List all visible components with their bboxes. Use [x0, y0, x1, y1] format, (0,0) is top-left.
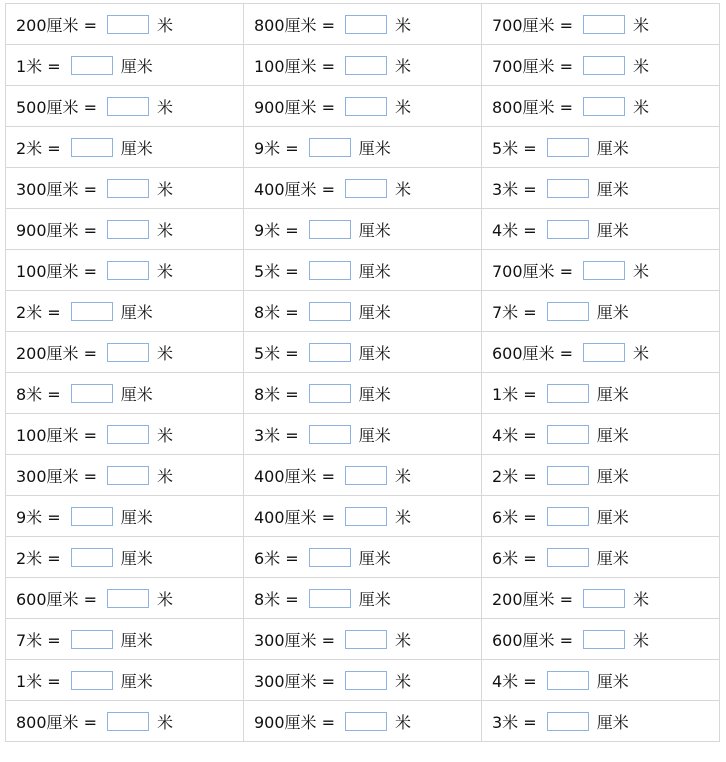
- exercise-item: [254, 496, 481, 536]
- problem-text: 400厘米 =: [254, 507, 336, 527]
- exercise-cell: [482, 250, 720, 291]
- answer-input[interactable]: [583, 261, 625, 280]
- answer-input[interactable]: [583, 15, 625, 34]
- exercise-cell: [244, 250, 482, 291]
- exercise-item: [16, 537, 243, 577]
- exercise-row: [6, 660, 720, 701]
- unit-label: 厘米: [120, 671, 153, 691]
- problem-text: 300厘米 =: [16, 466, 98, 486]
- problem-text: 500厘米 =: [16, 97, 98, 117]
- problem-text: 6米 =: [254, 548, 299, 568]
- answer-input[interactable]: [547, 302, 589, 321]
- problem-text: 8米 =: [254, 384, 299, 404]
- problem-text: 900厘米 =: [16, 220, 98, 240]
- unit-label: 厘米: [358, 589, 391, 609]
- problem-text: 400厘米 =: [254, 466, 336, 486]
- answer-input[interactable]: [107, 261, 149, 280]
- exercise-cell: [244, 619, 482, 660]
- answer-input[interactable]: [107, 466, 149, 485]
- unit-label: 厘米: [358, 425, 391, 445]
- exercise-item: [492, 373, 719, 413]
- exercise-cell: [6, 45, 244, 86]
- exercise-item: [16, 414, 243, 454]
- answer-input[interactable]: [107, 712, 149, 731]
- exercise-item: [492, 168, 719, 208]
- exercise-cell: [244, 537, 482, 578]
- exercise-row: [6, 127, 720, 168]
- unit-label: 米: [157, 261, 174, 281]
- answer-input[interactable]: [71, 671, 113, 690]
- answer-input[interactable]: [309, 425, 351, 444]
- exercise-cell: [6, 373, 244, 414]
- unit-label: 厘米: [596, 138, 629, 158]
- unit-label: 厘米: [596, 712, 629, 732]
- exercise-cell: [244, 168, 482, 209]
- answer-input[interactable]: [547, 220, 589, 239]
- exercise-cell: [244, 86, 482, 127]
- answer-input[interactable]: [309, 589, 351, 608]
- problem-text: 2米 =: [492, 466, 537, 486]
- exercise-cell: [244, 578, 482, 619]
- answer-input[interactable]: [583, 343, 625, 362]
- unit-label: 米: [157, 589, 174, 609]
- answer-input[interactable]: [547, 179, 589, 198]
- problem-text: 4米 =: [492, 425, 537, 445]
- unit-label: 厘米: [120, 548, 153, 568]
- exercise-item: [492, 537, 719, 577]
- unit-label: 厘米: [596, 425, 629, 445]
- problem-text: 100厘米 =: [16, 261, 98, 281]
- exercise-item: [16, 291, 243, 331]
- exercise-row: [6, 537, 720, 578]
- problem-text: 900厘米 =: [254, 712, 336, 732]
- exercise-row: [6, 496, 720, 537]
- exercise-item: [16, 496, 243, 536]
- unit-label: 厘米: [120, 138, 153, 158]
- exercise-row: [6, 455, 720, 496]
- unit-label: 厘米: [358, 548, 391, 568]
- exercise-cell: [244, 209, 482, 250]
- unit-label: 米: [395, 56, 412, 76]
- exercise-item: [254, 660, 481, 700]
- exercise-cell: [6, 291, 244, 332]
- answer-input[interactable]: [583, 630, 625, 649]
- exercise-item: [254, 86, 481, 126]
- unit-label: 米: [633, 56, 650, 76]
- problem-text: 8米 =: [16, 384, 61, 404]
- exercise-item: [254, 291, 481, 331]
- exercise-row: [6, 578, 720, 619]
- problem-text: 300厘米 =: [16, 179, 98, 199]
- unit-label: 米: [395, 466, 412, 486]
- unit-label: 米: [633, 261, 650, 281]
- answer-input[interactable]: [107, 343, 149, 362]
- unit-label: 米: [633, 630, 650, 650]
- exercise-cell: [482, 291, 720, 332]
- unit-label: 米: [157, 343, 174, 363]
- exercise-item: [254, 701, 481, 741]
- problem-text: 300厘米 =: [254, 630, 336, 650]
- answer-input[interactable]: [583, 589, 625, 608]
- exercise-item: [16, 4, 243, 44]
- exercise-cell: [482, 209, 720, 250]
- problem-text: 4米 =: [492, 671, 537, 691]
- answer-input[interactable]: [547, 466, 589, 485]
- exercise-item: [254, 45, 481, 85]
- unit-label: 米: [157, 97, 174, 117]
- exercise-item: [492, 127, 719, 167]
- exercise-cell: [482, 496, 720, 537]
- answer-input[interactable]: [71, 302, 113, 321]
- answer-input[interactable]: [309, 384, 351, 403]
- exercise-table-body: [6, 4, 720, 742]
- exercise-cell: [6, 619, 244, 660]
- problem-text: 5米 =: [492, 138, 537, 158]
- answer-input[interactable]: [345, 466, 387, 485]
- exercise-cell: [244, 496, 482, 537]
- exercise-item: [254, 168, 481, 208]
- problem-text: 800厘米 =: [254, 15, 336, 35]
- exercise-item: [16, 209, 243, 249]
- exercise-item: [492, 619, 719, 659]
- problem-text: 1米 =: [16, 671, 61, 691]
- exercise-cell: [482, 660, 720, 701]
- exercise-item: [16, 250, 243, 290]
- problem-text: 5米 =: [254, 261, 299, 281]
- answer-input[interactable]: [309, 138, 351, 157]
- answer-input[interactable]: [345, 712, 387, 731]
- exercise-cell: [482, 578, 720, 619]
- problem-text: 6米 =: [492, 507, 537, 527]
- problem-text: 3米 =: [492, 179, 537, 199]
- exercise-cell: [6, 414, 244, 455]
- problem-text: 100厘米 =: [16, 425, 98, 445]
- problem-text: 600厘米 =: [492, 343, 574, 363]
- exercise-item: [492, 578, 719, 618]
- answer-input[interactable]: [345, 179, 387, 198]
- exercise-cell: [6, 250, 244, 291]
- exercise-cell: [482, 373, 720, 414]
- problem-text: 9米 =: [16, 507, 61, 527]
- unit-label: 米: [395, 15, 412, 35]
- answer-input[interactable]: [309, 220, 351, 239]
- problem-text: 800厘米 =: [16, 712, 98, 732]
- answer-input[interactable]: [345, 671, 387, 690]
- exercise-cell: [482, 332, 720, 373]
- exercise-cell: [6, 4, 244, 45]
- exercise-row: [6, 332, 720, 373]
- exercise-item: [492, 291, 719, 331]
- exercise-cell: [6, 86, 244, 127]
- problem-text: 1米 =: [492, 384, 537, 404]
- answer-input[interactable]: [547, 138, 589, 157]
- unit-label: 米: [633, 343, 650, 363]
- unit-label: 厘米: [596, 179, 629, 199]
- exercise-item: [492, 4, 719, 44]
- exercise-cell: [6, 701, 244, 742]
- problem-text: 700厘米 =: [492, 56, 574, 76]
- exercise-item: [16, 701, 243, 741]
- problem-text: 700厘米 =: [492, 15, 574, 35]
- exercise-cell: [482, 537, 720, 578]
- exercise-table: [5, 3, 720, 742]
- exercise-item: [254, 373, 481, 413]
- exercise-cell: [6, 578, 244, 619]
- problem-text: 400厘米 =: [254, 179, 336, 199]
- answer-input[interactable]: [107, 220, 149, 239]
- exercise-cell: [244, 660, 482, 701]
- unit-label: 米: [157, 425, 174, 445]
- exercise-cell: [6, 455, 244, 496]
- unit-label: 厘米: [596, 507, 629, 527]
- exercise-item: [254, 414, 481, 454]
- answer-input[interactable]: [547, 548, 589, 567]
- unit-label: 厘米: [596, 220, 629, 240]
- exercise-item: [492, 660, 719, 700]
- exercise-item: [16, 45, 243, 85]
- answer-input[interactable]: [345, 630, 387, 649]
- unit-label: 厘米: [596, 384, 629, 404]
- exercise-item: [492, 250, 719, 290]
- unit-label: 厘米: [596, 466, 629, 486]
- answer-input[interactable]: [547, 425, 589, 444]
- exercise-cell: [482, 455, 720, 496]
- answer-input[interactable]: [583, 97, 625, 116]
- exercise-item: [16, 578, 243, 618]
- unit-label: 厘米: [358, 220, 391, 240]
- exercise-cell: [482, 414, 720, 455]
- unit-label: 厘米: [358, 261, 391, 281]
- answer-input[interactable]: [309, 343, 351, 362]
- exercise-row: [6, 373, 720, 414]
- exercise-cell: [244, 45, 482, 86]
- unit-label: 厘米: [120, 302, 153, 322]
- exercise-cell: [6, 127, 244, 168]
- problem-text: 8米 =: [254, 589, 299, 609]
- exercise-item: [254, 332, 481, 372]
- unit-label: 米: [633, 97, 650, 117]
- answer-input[interactable]: [309, 548, 351, 567]
- answer-input[interactable]: [345, 507, 387, 526]
- exercise-row: [6, 209, 720, 250]
- exercise-item: [16, 455, 243, 495]
- exercise-cell: [482, 168, 720, 209]
- exercise-item: [492, 209, 719, 249]
- exercise-cell: [482, 4, 720, 45]
- exercise-item: [16, 619, 243, 659]
- problem-text: 6米 =: [492, 548, 537, 568]
- unit-label: 米: [157, 179, 174, 199]
- exercise-item: [254, 209, 481, 249]
- answer-input[interactable]: [345, 15, 387, 34]
- answer-input[interactable]: [345, 56, 387, 75]
- problem-text: 600厘米 =: [492, 630, 574, 650]
- problem-text: 200厘米 =: [16, 15, 98, 35]
- unit-label: 米: [395, 630, 412, 650]
- exercise-cell: [6, 537, 244, 578]
- answer-input[interactable]: [107, 179, 149, 198]
- problem-text: 300厘米 =: [254, 671, 336, 691]
- unit-label: 厘米: [358, 138, 391, 158]
- problem-text: 200厘米 =: [16, 343, 98, 363]
- unit-label: 厘米: [120, 384, 153, 404]
- exercise-item: [492, 332, 719, 372]
- answer-input[interactable]: [107, 97, 149, 116]
- answer-input[interactable]: [547, 507, 589, 526]
- exercise-item: [492, 86, 719, 126]
- exercise-cell: [482, 701, 720, 742]
- exercise-item: [254, 455, 481, 495]
- answer-input[interactable]: [345, 97, 387, 116]
- unit-label: 米: [395, 507, 412, 527]
- exercise-item: [492, 455, 719, 495]
- answer-input[interactable]: [309, 261, 351, 280]
- exercise-item: [492, 45, 719, 85]
- problem-text: 3米 =: [254, 425, 299, 445]
- exercise-cell: [482, 86, 720, 127]
- exercise-cell: [244, 332, 482, 373]
- unit-label: 厘米: [358, 343, 391, 363]
- exercise-cell: [6, 496, 244, 537]
- problem-text: 200厘米 =: [492, 589, 574, 609]
- exercise-row: [6, 414, 720, 455]
- unit-label: 米: [157, 712, 174, 732]
- unit-label: 米: [157, 15, 174, 35]
- answer-input[interactable]: [107, 15, 149, 34]
- exercise-item: [492, 496, 719, 536]
- exercise-row: [6, 4, 720, 45]
- answer-input[interactable]: [71, 138, 113, 157]
- exercise-row: [6, 86, 720, 127]
- answer-input[interactable]: [71, 384, 113, 403]
- exercise-item: [254, 619, 481, 659]
- unit-label: 米: [395, 97, 412, 117]
- problem-text: 7米 =: [16, 630, 61, 650]
- exercise-cell: [244, 455, 482, 496]
- problem-text: 7米 =: [492, 302, 537, 322]
- exercise-item: [16, 86, 243, 126]
- problem-text: 600厘米 =: [16, 589, 98, 609]
- exercise-cell: [244, 373, 482, 414]
- unit-label: 米: [157, 466, 174, 486]
- problem-text: 100厘米 =: [254, 56, 336, 76]
- answer-input[interactable]: [71, 507, 113, 526]
- exercise-cell: [482, 619, 720, 660]
- exercise-cell: [6, 660, 244, 701]
- answer-input[interactable]: [71, 630, 113, 649]
- unit-label: 米: [395, 179, 412, 199]
- unit-label: 米: [633, 589, 650, 609]
- problem-text: 2米 =: [16, 548, 61, 568]
- exercise-cell: [244, 701, 482, 742]
- unit-label: 米: [395, 671, 412, 691]
- unit-label: 米: [633, 15, 650, 35]
- exercise-item: [254, 250, 481, 290]
- problem-text: 4米 =: [492, 220, 537, 240]
- exercise-cell: [244, 414, 482, 455]
- unit-label: 厘米: [358, 384, 391, 404]
- exercise-row: [6, 619, 720, 660]
- exercise-item: [16, 373, 243, 413]
- unit-label: 厘米: [120, 56, 153, 76]
- exercise-row: [6, 168, 720, 209]
- exercise-cell: [6, 209, 244, 250]
- exercise-item: [16, 660, 243, 700]
- problem-text: 2米 =: [16, 138, 61, 158]
- answer-input[interactable]: [107, 589, 149, 608]
- exercise-row: [6, 291, 720, 332]
- answer-input[interactable]: [107, 425, 149, 444]
- problem-text: 700厘米 =: [492, 261, 574, 281]
- exercise-cell: [6, 332, 244, 373]
- exercise-item: [492, 701, 719, 741]
- problem-text: 3米 =: [492, 712, 537, 732]
- problem-text: 8米 =: [254, 302, 299, 322]
- unit-label: 厘米: [596, 302, 629, 322]
- problem-text: 9米 =: [254, 138, 299, 158]
- answer-input[interactable]: [71, 548, 113, 567]
- answer-input[interactable]: [309, 302, 351, 321]
- unit-label: 厘米: [358, 302, 391, 322]
- unit-label: 厘米: [596, 671, 629, 691]
- exercise-cell: [6, 168, 244, 209]
- unit-label: 厘米: [120, 630, 153, 650]
- problem-text: 1米 =: [16, 56, 61, 76]
- answer-input[interactable]: [547, 384, 589, 403]
- exercise-item: [254, 578, 481, 618]
- answer-input[interactable]: [583, 56, 625, 75]
- unit-label: 厘米: [596, 548, 629, 568]
- exercise-row: [6, 45, 720, 86]
- unit-label: 米: [395, 712, 412, 732]
- exercise-item: [254, 537, 481, 577]
- problem-text: 900厘米 =: [254, 97, 336, 117]
- problem-text: 5米 =: [254, 343, 299, 363]
- answer-input[interactable]: [547, 712, 589, 731]
- exercise-item: [254, 127, 481, 167]
- exercise-cell: [244, 4, 482, 45]
- problem-text: 800厘米 =: [492, 97, 574, 117]
- exercise-item: [16, 332, 243, 372]
- answer-input[interactable]: [547, 671, 589, 690]
- problem-text: 9米 =: [254, 220, 299, 240]
- exercise-cell: [244, 291, 482, 332]
- unit-label: 米: [157, 220, 174, 240]
- exercise-item: [16, 127, 243, 167]
- exercise-cell: [482, 127, 720, 168]
- exercise-cell: [482, 45, 720, 86]
- exercise-item: [254, 4, 481, 44]
- exercise-row: [6, 701, 720, 742]
- exercise-item: [16, 168, 243, 208]
- exercise-row: [6, 250, 720, 291]
- unit-label: 厘米: [120, 507, 153, 527]
- answer-input[interactable]: [71, 56, 113, 75]
- exercise-item: [492, 414, 719, 454]
- exercise-cell: [244, 127, 482, 168]
- problem-text: 2米 =: [16, 302, 61, 322]
